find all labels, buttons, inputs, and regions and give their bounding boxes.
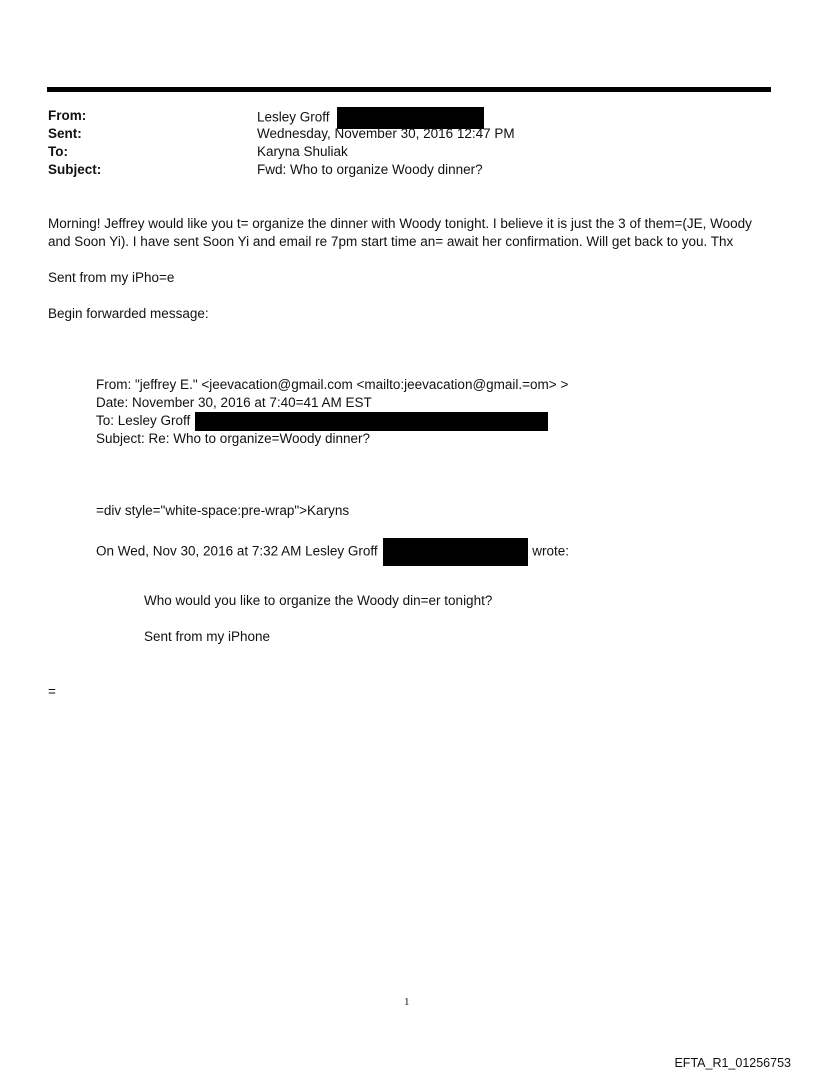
sent-value: Wednesday, November 30, 2016 12:47 PM	[257, 126, 515, 141]
wrote-text: wrote:	[532, 543, 569, 559]
quoted-sent-from: Sent from my iPhone	[144, 629, 271, 644]
forwarded-date: Date: November 30, 2016 at 7:40=41 AM EST	[96, 395, 372, 410]
forwarded-subject: Subject: Re: Who to organize=Woody dinner?	[96, 431, 371, 446]
redaction-box	[383, 538, 528, 566]
on-wed-line	[96, 538, 569, 566]
from-label: From:	[48, 108, 87, 123]
on-wed-text: On Wed, Nov 30, 2016 at 7:32 AM Lesley Groff	[96, 543, 378, 559]
body-line-1: Morning! Jeffrey would like you t= organize the dinner with Woody tonight. I believe it is just the 3 of them=(JE, Woody	[48, 216, 752, 231]
begin-forwarded-line: Begin forwarded message:	[48, 306, 209, 321]
body-line-2: and Soon Yi). I have sent Soon Yi and email re 7pm start time an= await her confirmation. Will get back to you. Thx	[48, 234, 734, 249]
to-label: To:	[48, 144, 68, 159]
header-rule	[47, 87, 771, 92]
sent-label: Sent:	[48, 126, 82, 141]
subject-value: Fwd: Who to organize Woody dinner?	[257, 162, 483, 177]
sent-from-line: Sent from my iPho=e	[48, 270, 175, 285]
forwarded-to	[96, 412, 548, 431]
from-name: Lesley Groff	[257, 109, 330, 125]
to-value: Karyna Shuliak	[257, 144, 348, 159]
page-number: 1	[404, 996, 410, 1008]
trailing-equals: =	[48, 684, 56, 699]
forwarded-to-text: To: Lesley Groff	[96, 413, 191, 429]
quoted-question: Who would you like to organize the Woody din=er tonight?	[144, 593, 493, 608]
forwarded-from: From: "jeffrey E." <jeevacation@gmail.com <mailto:jeevacation@gmail.=om> >	[96, 377, 569, 392]
div-style-line: =div style="white-space:pre-wrap">Karyns	[96, 503, 350, 518]
subject-label: Subject:	[48, 162, 102, 177]
bates-number: EFTA_R1_01256753	[674, 1056, 791, 1070]
redaction-box	[195, 412, 548, 431]
